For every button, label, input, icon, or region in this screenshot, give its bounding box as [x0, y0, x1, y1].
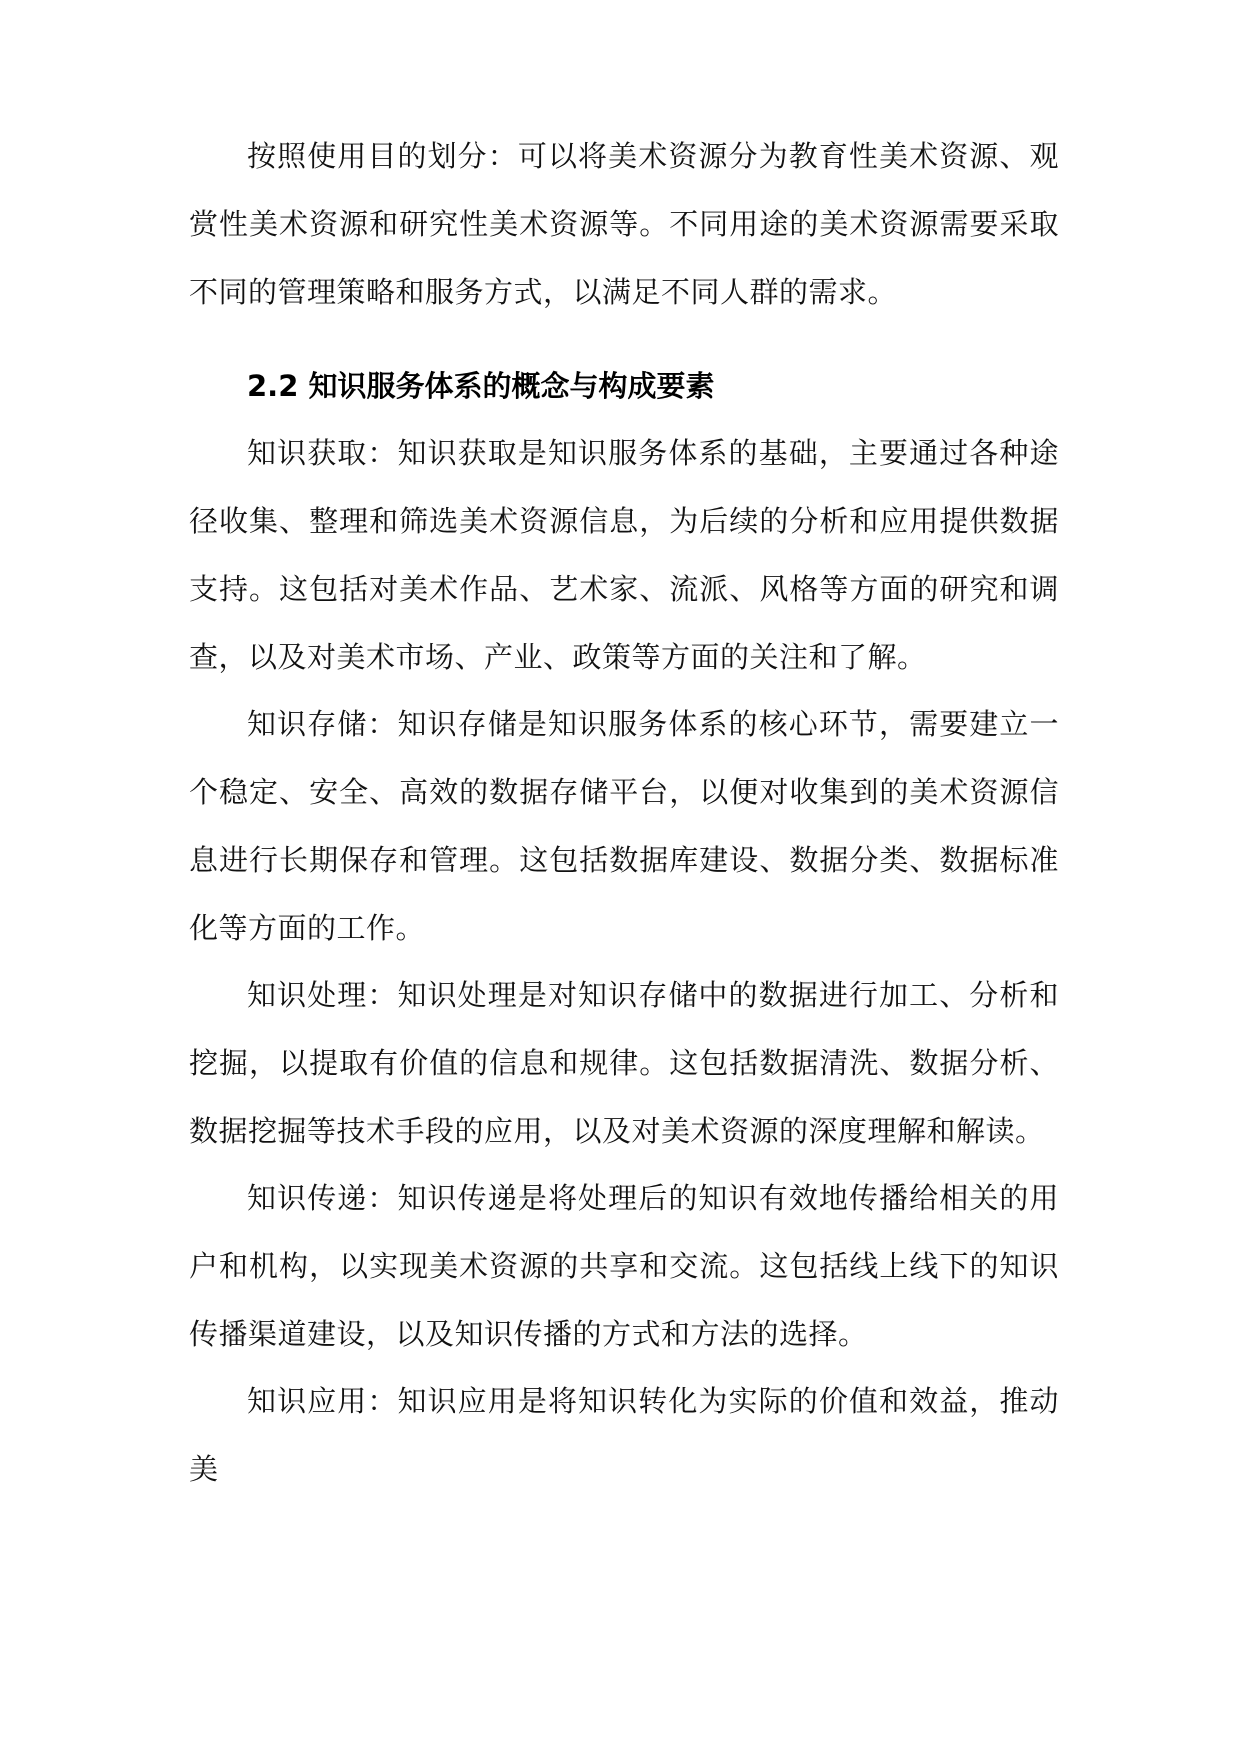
paragraph-knowledge-application: 知识应用：知识应用是将知识转化为实际的价值和效益，推动美 [189, 1384, 1059, 1486]
paragraph-purpose-classification: 按照使用目的划分：可以将美术资源分为教育性美术资源、观赏性美术资源和研究性美术资源等。不同用途的美术资源需要采取不同的管理策略和服务方式，以满足不同人群的需求。 [189, 139, 1059, 309]
paragraph-knowledge-processing: 知识处理：知识处理是对知识存储中的数据进行加工、分析和挖掘，以提取有价值的信息和规律。这包括数据清洗、数据分析、数据挖掘等技术手段的应用，以及对美术资源的深度理解和解读。 [189, 978, 1059, 1148]
section-heading: 2.2 知识服务体系的概念与构成要素 [247, 369, 715, 403]
paragraph-knowledge-acquisition: 知识获取：知识获取是知识服务体系的基础，主要通过各种途径收集、整理和筛选美术资源信息，为后续的分析和应用提供数据支持。这包括对美术作品、艺术家、流派、风格等方面的研究和调查，以及对美术市场、产业、政策等方面的关注和了解。 [189, 436, 1059, 674]
paragraph-knowledge-storage: 知识存储：知识存储是知识服务体系的核心环节，需要建立一个稳定、安全、高效的数据存储平台，以便对收集到的美术资源信息进行长期保存和管理。这包括数据库建设、数据分类、数据标准化等方面的工作。 [189, 707, 1059, 945]
paragraph-knowledge-delivery: 知识传递：知识传递是将处理后的知识有效地传播给相关的用户和机构，以实现美术资源的共享和交流。这包括线上线下的知识传播渠道建设，以及知识传播的方式和方法的选择。 [189, 1181, 1059, 1351]
